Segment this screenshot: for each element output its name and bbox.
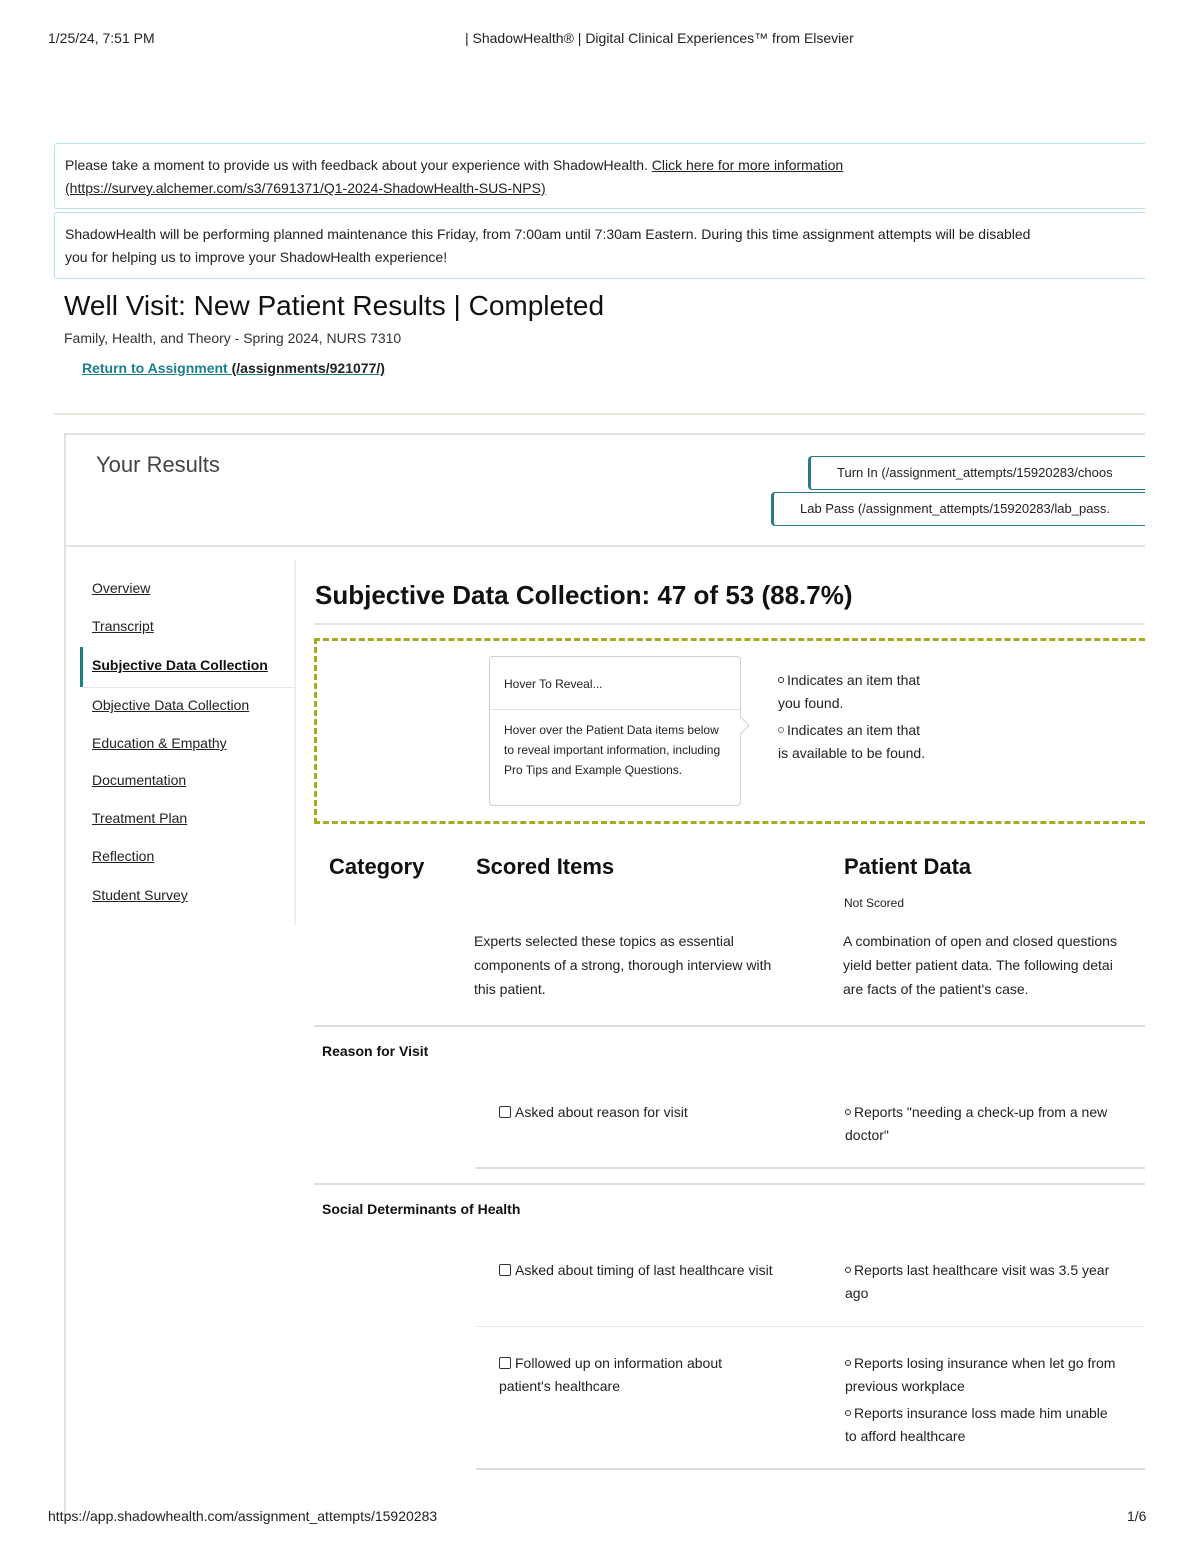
nav-active-underline [83, 687, 294, 688]
col-category-header: Category [329, 854, 425, 879]
nav-subjective-data-collection[interactable]: Subjective Data Collection [92, 657, 268, 673]
patient-desc-line-1: A combination of open and closed questions [843, 933, 1117, 949]
patient-data-line-2: doctor" [845, 1127, 889, 1143]
hover-tooltip [489, 656, 741, 806]
results-heading: Your Results [96, 452, 220, 477]
course-name: Family, Health, and Theory - Spring 2024, NURS 7310 [64, 330, 402, 346]
scored-description [474, 929, 834, 1001]
row-divider [476, 1468, 1145, 1470]
patient-desc-line-2: yield better patient data. The following detai [843, 957, 1113, 973]
scored-item-text-line-2: patient's healthcare [499, 1378, 620, 1394]
scored-desc-line-2: components of a strong, thorough interview with [474, 957, 772, 973]
patient-desc-line-3: are facts of the patient's case. [843, 981, 1029, 997]
nav-documentation[interactable]: Documentation [92, 772, 187, 788]
col-patient-header: Patient Data [844, 854, 972, 879]
return-link-label: Return to Assignment [82, 360, 228, 376]
checkbox-icon [499, 1357, 511, 1369]
return-to-assignment-link[interactable] [82, 360, 385, 376]
turn-in-button[interactable]: Turn In (/assignment_attempts/15920283/choos [808, 456, 1145, 490]
feedback-banner [54, 143, 1145, 209]
print-datetime: 1/25/24, 7:51 PM [48, 30, 155, 46]
checkbox-icon [499, 1264, 511, 1276]
scored-item [499, 1352, 722, 1398]
scored-item-text-line-1: Followed up on information about [515, 1355, 723, 1371]
section-divider [314, 623, 1145, 625]
scored-item-text: Asked about reason for visit [515, 1104, 688, 1120]
nav-reflection[interactable]: Reflection [92, 848, 155, 864]
checkbox-icon [499, 1106, 511, 1118]
patient-data-item[interactable] [845, 1101, 1145, 1147]
patient-data-line-2: previous workplace [845, 1378, 965, 1394]
card-header-divider [66, 545, 1145, 547]
legend-found-line-1: Indicates an item that [787, 672, 921, 688]
lab-pass-button[interactable]: Lab Pass (/assignment_attempts/15920283/lab_pass. [771, 492, 1145, 526]
scored-item [499, 1259, 773, 1282]
nav-active-indicator [80, 647, 83, 687]
scored-desc-line-1: Experts selected these topics as essential [474, 933, 734, 949]
feedback-link[interactable]: Click here for more information [651, 157, 844, 173]
print-url: https://app.shadowhealth.com/assignment_attempts/15920283 [48, 1508, 438, 1524]
nav-treatment-plan[interactable]: Treatment Plan [92, 810, 188, 826]
patient-data-line-1: Reports last healthcare visit was 3.5 year [854, 1262, 1110, 1278]
feedback-text: Please take a moment to provide us with feedback about your experience with ShadowHealth. [65, 157, 652, 173]
category-divider [314, 1183, 1145, 1185]
available-dot-icon [778, 727, 784, 733]
patient-data-line-1: Reports insurance loss made him unable [854, 1405, 1108, 1421]
row-divider [476, 1167, 1145, 1169]
maintenance-banner [54, 212, 1145, 279]
section-title: Subjective Data Collection: 47 of 53 (88.7%) [315, 580, 853, 610]
nav-objective-data-collection[interactable]: Objective Data Collection [92, 697, 250, 713]
nav-education-empathy[interactable]: Education & Empathy [92, 735, 227, 751]
patient-data-item[interactable] [845, 1352, 1145, 1398]
patient-description [843, 929, 1145, 1001]
legend-available-line-2: is available to be found. [778, 745, 926, 761]
found-dot-icon [778, 677, 784, 683]
row-divider [476, 1326, 1145, 1327]
patient-data-item[interactable] [845, 1402, 1145, 1448]
found-dot-icon [845, 1410, 851, 1416]
table-divider [314, 1025, 1145, 1027]
maintenance-line-2: you for helping us to improve your ShadowHealth experience! [65, 249, 448, 265]
print-page-number: 1/6 [1127, 1508, 1147, 1524]
category-label: Social Determinants of Health [322, 1201, 521, 1217]
page-title: Well Visit: New Patient Results | Completed [64, 290, 605, 321]
feedback-url[interactable]: (https://survey.alchemer.com/s3/7691371/Q1-2024-ShadowHealth-SUS-NPS) [65, 180, 546, 196]
patient-data-line-1: Reports "needing a check-up from a new [854, 1104, 1108, 1120]
return-link-path: (/assignments/921077/) [231, 360, 385, 376]
found-dot-icon [845, 1267, 851, 1273]
results-sidenav [80, 560, 296, 925]
scored-desc-line-3: this patient. [474, 981, 546, 997]
tooltip-title: Hover To Reveal... [504, 677, 603, 691]
legend-found [778, 669, 920, 715]
nav-transcript[interactable]: Transcript [92, 618, 154, 634]
found-dot-icon [845, 1360, 851, 1366]
found-dot-icon [845, 1109, 851, 1115]
legend-found-line-2: you found. [778, 695, 844, 711]
tooltip-body: Hover over the Patient Data items below to reveal important information, including Pro Tips and Example Questions. [504, 723, 721, 777]
patient-data-line-2: to afford healthcare [845, 1428, 966, 1444]
not-scored-note: Not Scored [844, 896, 905, 910]
nav-overview[interactable]: Overview [92, 580, 151, 596]
legend-available-line-1: Indicates an item that [787, 722, 921, 738]
print-title: | ShadowHealth® | Digital Clinical Experiences™ from Elsevier [465, 30, 854, 46]
patient-data-line-1: Reports losing insurance when let go from [854, 1355, 1116, 1371]
maintenance-line-1: ShadowHealth will be performing planned maintenance this Friday, from 7:00am until 7:30am Eastern. During this time assignment attempts will be disabled [65, 226, 1031, 242]
patient-data-item[interactable] [845, 1259, 1145, 1305]
nav-student-survey[interactable]: Student Survey [92, 887, 188, 903]
category-label: Reason for Visit [322, 1043, 429, 1059]
scored-item [499, 1101, 688, 1124]
col-scored-header: Scored Items [476, 854, 615, 879]
divider [54, 413, 1145, 415]
legend-available [778, 719, 925, 765]
tooltip-divider [490, 709, 740, 710]
patient-data-line-2: ago [845, 1285, 869, 1301]
scored-item-text: Asked about timing of last healthcare visit [515, 1262, 773, 1278]
